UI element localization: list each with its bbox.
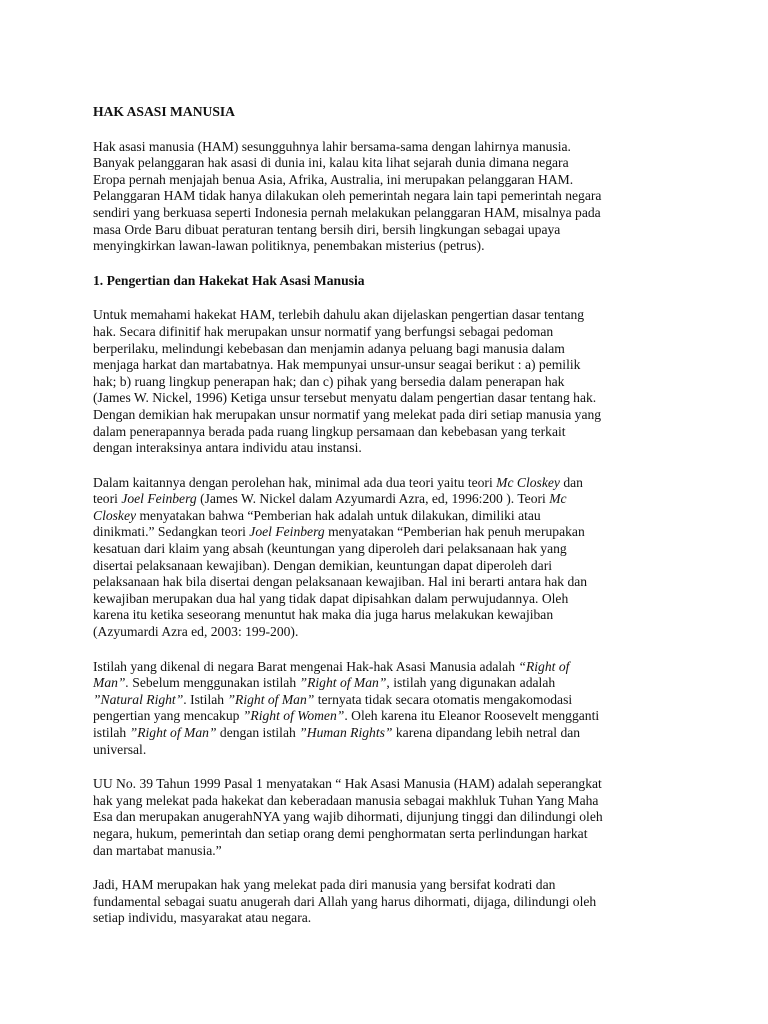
text-line: negara, hukum, pemerintah dan setiap orang demi penghormatan serta perlindungan harkat	[93, 825, 588, 841]
conclusion-paragraph	[93, 877, 681, 927]
text-run: dinikmati.” Sedangkan teori	[93, 524, 250, 540]
document-page	[93, 104, 681, 945]
text-line: kewajiban merupakan dua hal yang tidak dapat dipisahkan dalam perwujudannya. Oleh	[93, 590, 569, 606]
text-line	[93, 692, 681, 709]
text-line	[93, 675, 681, 692]
italic-term: ”Right of Man”	[227, 691, 315, 707]
text-line: Dengan demikian hak merupakan unsur normatif yang melekat pada diri setiap manusia yang	[93, 406, 602, 422]
text-line: dalam penerapannya berada pada ruang lingkup persamaan dan kebebasan yang terkait	[93, 423, 566, 439]
text-line: (James W. Nickel, 1996) Ketiga unsur tersebut menyatu dalam pengertian dasar tentang hak.	[93, 390, 597, 406]
italic-term: ”Right of Man”	[299, 675, 387, 691]
text-run: dan	[559, 474, 583, 490]
text-line: kesatuan dari klaim yang absah (keuntungan yang diperoleh dari pelaksanaan hak yang	[93, 541, 567, 557]
text-line: Banyak pelanggaran hak asasi di dunia ini, kalau kita lihat sejarah dunia dimana negara	[93, 155, 569, 171]
italic-term: Joel Feinberg	[121, 491, 197, 507]
text-line: universal.	[93, 741, 147, 757]
text-line	[93, 491, 681, 508]
text-line: masa Orde Baru dibuat peraturan tentang bersih diri, bersih lingkungan sebagai upaya	[93, 221, 561, 237]
text-run: karena dipandang lebih netral dan	[392, 725, 581, 740]
text-run: dengan istilah	[216, 725, 300, 740]
text-run: , istilah yang digunakan adalah	[386, 675, 556, 691]
definition-paragraph	[93, 307, 681, 456]
text-line: berperilaku, melindungi kebebasan dan menjamin adanya peluang bagi manusia dalam	[93, 340, 565, 356]
text-line	[93, 659, 681, 676]
text-run: Istilah yang dikenal di negara Barat mengenai Hak-hak Asasi Manusia adalah	[93, 658, 519, 674]
italic-term: Mc	[549, 491, 567, 507]
text-line: hak. Secara difinitif hak merupakan unsur normatif yang berfungsi sebagai pedoman	[93, 323, 554, 339]
text-line: karena itu ketika seseorang menuntut hak maka dia juga harus melakukan kewajiban	[93, 607, 554, 623]
text-line	[93, 475, 681, 492]
text-run: Dalam kaitannya dengan perolehan hak, minimal ada dua teori yaitu teori	[93, 474, 497, 490]
text-line: Esa dan merupakan anugerahNYA yang wajib dihormati, dijunjung tinggi dan dilindungi oleh	[93, 809, 603, 825]
intro-paragraph	[93, 139, 681, 255]
section-heading: 1. Pengertian dan Hakekat Hak Asasi Manusia	[93, 272, 365, 288]
text-line: Untuk memahami hakekat HAM, terlebih dahulu akan dijelaskan pengertian dasar tentang	[93, 307, 585, 323]
text-run: ternyata tidak secara otomatis mengakomodasi	[314, 691, 573, 707]
theory-paragraph	[93, 475, 681, 641]
text-run: menyatakan bahwa “Pemberian hak adalah untuk dilakukan, dimiliki atau	[136, 507, 541, 523]
italic-term: “Right of	[518, 658, 570, 674]
italic-term: Mc Closkey	[496, 474, 560, 490]
text-run: pengertian yang mencakup	[93, 708, 243, 724]
text-line: Jadi, HAM merupakan hak yang melekat pada diri manusia yang bersifat kodrati dan	[93, 877, 556, 893]
text-run: teori	[93, 491, 122, 507]
text-run: istilah	[93, 725, 130, 740]
italic-term: ”Human Rights”	[299, 725, 393, 740]
text-line: menyingkirkan lawan-lawan politiknya, penembakan misterius (petrus).	[93, 238, 485, 254]
italic-term: Joel Feinberg	[249, 524, 325, 540]
terminology-paragraph	[93, 659, 681, 759]
text-line	[93, 725, 681, 742]
document-title: HAK ASASI MANUSIA	[93, 104, 236, 119]
italic-term: Man”.	[93, 675, 129, 691]
text-run: . Oleh karena itu Eleanor Roosevelt mengganti	[344, 708, 600, 724]
text-line: (Azyumardi Azra ed, 2003: 199-200).	[93, 624, 299, 640]
text-run: (James W. Nickel dalam Azyumardi Azra, ed, 1996:200 ). Teori	[196, 491, 550, 507]
text-line: Hak asasi manusia (HAM) sesungguhnya lahir bersama-sama dengan lahirnya manusia.	[93, 138, 571, 154]
text-line	[93, 708, 681, 725]
text-line: hak; b) ruang lingkup penerapan hak; dan c) pihak yang bersedia dalam penerapan hak	[93, 373, 565, 389]
text-line: UU No. 39 Tahun 1999 Pasal 1 menyatakan “ Hak Asasi Manusia (HAM) adalah seperangkat	[93, 776, 602, 792]
text-line: fundamental sebagai suatu anugerah dari Allah yang harus dihormati, dijaga, dilindungi oleh	[93, 893, 597, 909]
text-line	[93, 524, 681, 541]
italic-term: Closkey	[93, 507, 137, 523]
italic-term: ”Natural Right”	[93, 691, 184, 707]
text-line: Pelanggaran HAM tidak hanya dilakukan oleh pemerintah negara lain tapi pemerintah negara	[93, 188, 602, 204]
text-line: Eropa pernah menjajah benua Asia, Afrika, Australia, ini merupakan pelanggaran HAM.	[93, 171, 574, 187]
text-line: setiap individu, masyarakat atau negara.	[93, 910, 312, 926]
text-line: hak yang melekat pada hakekat dan keberadaan manusia sebagai makhluk Tuhan Yang Maha	[93, 792, 599, 808]
law-paragraph	[93, 776, 681, 859]
text-line: pelaksanaan hak bila disertai dengan pelaksanaan kewajiban. Hal ini berarti antara hak dan	[93, 574, 588, 590]
text-line: menjaga harkat dan martabatnya. Hak mempunyai unsur-unsur seagai berikut : a) pemilik	[93, 357, 581, 373]
italic-term: ”Right of Women”	[242, 708, 345, 724]
text-line: dan martabat manusia.”	[93, 842, 222, 858]
text-line: sendiri yang berkuasa seperti Indonesia pernah melakukan pelanggaran HAM, misalnya pada	[93, 204, 601, 220]
text-line: disertai pelaksanaan kewajiban). Dengan demikian, keuntungan dapat diperoleh dari	[93, 557, 552, 573]
text-run: Sebelum menggunakan istilah	[128, 675, 300, 691]
text-line	[93, 508, 681, 525]
text-run: menyatakan “Pemberian hak penuh merupakan	[324, 524, 585, 540]
italic-term: ”Right of Man”	[129, 725, 217, 740]
text-run: . Istilah	[183, 691, 228, 707]
text-line: dengan interaksinya antara individu atau instansi.	[93, 440, 362, 456]
